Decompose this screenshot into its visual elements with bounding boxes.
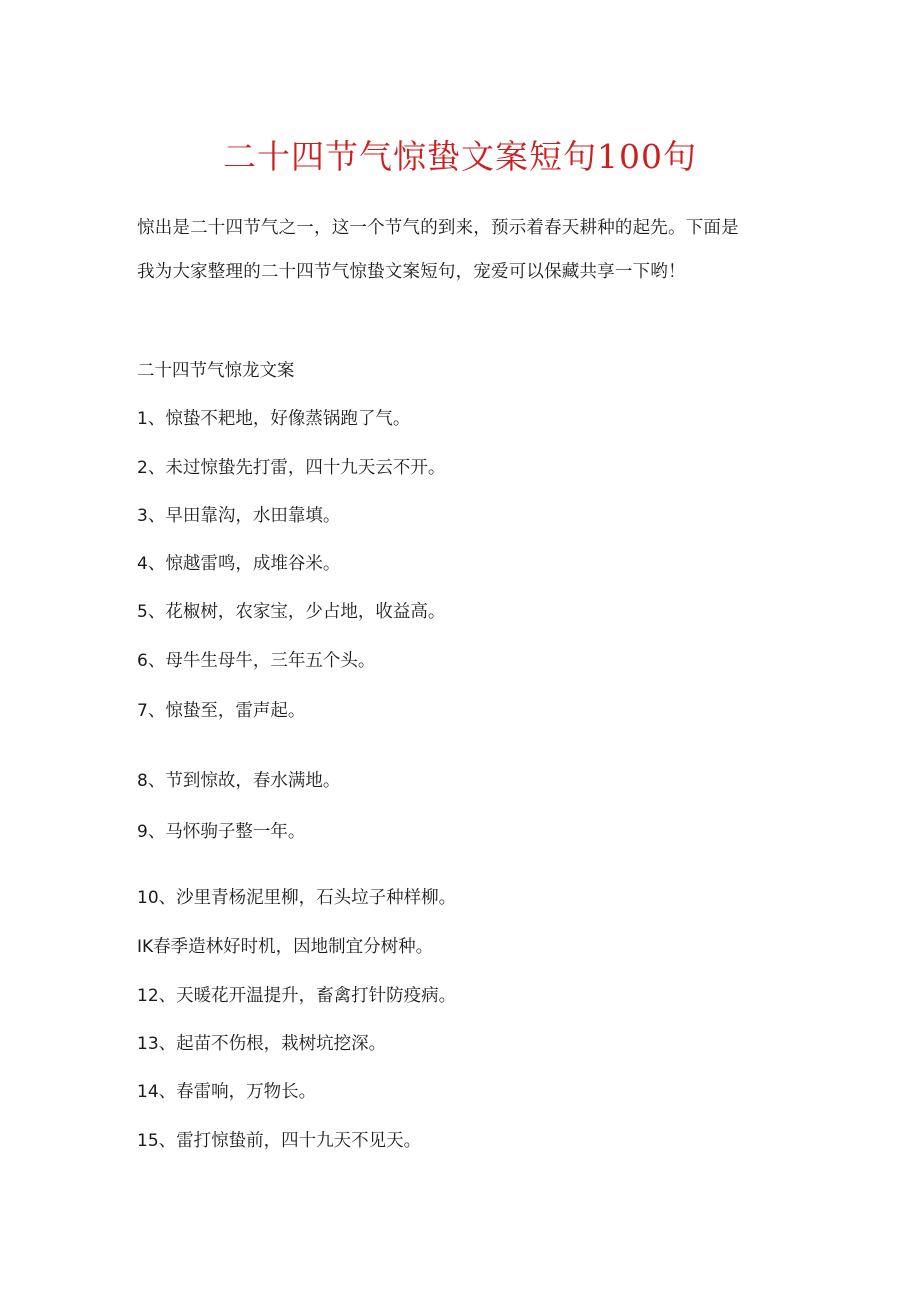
intro-paragraph <box>137 206 787 294</box>
document-title: 二十四节气惊蛰文案短句100句 <box>223 137 697 176</box>
item-number: IK <box>137 937 154 957</box>
list-item <box>137 453 445 483</box>
list-item <box>137 549 340 579</box>
item-text: 、花椒树，农家宝，少占地，收益高。 <box>147 602 446 622</box>
list-item <box>137 817 305 847</box>
item-text: 、起苗不伤根，栽树坑挖深。 <box>158 1034 387 1054</box>
item-text: 、母牛生母牛，三年五个头。 <box>147 651 376 671</box>
item-text: 春季造林好时机，因地制宜分树种。 <box>153 937 434 957</box>
list-item <box>137 1029 386 1059</box>
item-text: 、马怀驹子整一年。 <box>147 822 306 842</box>
item-number: 14 <box>137 1082 159 1102</box>
item-number: 3 <box>137 506 148 526</box>
item-text: 、未过惊蛰先打雷，四十九天云不开。 <box>147 458 446 478</box>
item-number: 12 <box>137 986 159 1006</box>
item-text: 、惊越雷鸣，成堆谷米。 <box>147 554 341 574</box>
item-number: 2 <box>137 458 148 478</box>
item-number: 9 <box>137 822 148 842</box>
item-text: 、春雷响，万物长。 <box>158 1082 317 1102</box>
item-text: 、惊蛰至，雷声起。 <box>147 701 306 721</box>
item-text: 、雷打惊蛰前，四十九天不见天。 <box>158 1131 422 1151</box>
list-item <box>137 766 340 796</box>
item-number: 1 <box>137 409 148 429</box>
item-text: 、早田靠沟，水田靠填。 <box>147 506 341 526</box>
list-item <box>137 501 340 531</box>
item-number: 4 <box>137 554 148 574</box>
item-text: 、惊蛰不耙地，好像蒸锅跑了气。 <box>147 409 411 429</box>
item-number: 15 <box>137 1131 159 1151</box>
section-heading: 二十四节气惊龙文案 <box>137 361 295 381</box>
list-item <box>137 1077 316 1107</box>
list-item <box>137 883 456 913</box>
list-item <box>137 696 305 726</box>
list-item <box>137 1126 421 1156</box>
list-item <box>137 981 456 1011</box>
item-number: 5 <box>137 602 148 622</box>
item-number: 6 <box>137 651 148 671</box>
item-text: 、天暖花开温提升，畜禽打针防疫病。 <box>158 986 457 1006</box>
item-number: 13 <box>137 1034 159 1054</box>
item-text: 、节到惊故，春水满地。 <box>147 771 341 791</box>
list-item <box>137 597 445 627</box>
list-item <box>137 932 433 962</box>
item-number: 10 <box>137 888 159 908</box>
item-number: 7 <box>137 701 148 721</box>
intro-line: 惊出是二十四节气之一，这一个节气的到来，预示着春天耕种的起先。下面是 <box>137 218 739 238</box>
item-number: 8 <box>137 771 148 791</box>
list-item <box>137 404 410 434</box>
item-text: 、沙里青杨泥里柳，石头垃子种样柳。 <box>158 888 457 908</box>
list-item <box>137 646 375 676</box>
intro-line: 我为大家整理的二十四节气惊蛰文案短句，宠爱可以保藏共享一下哟！ <box>137 262 686 282</box>
